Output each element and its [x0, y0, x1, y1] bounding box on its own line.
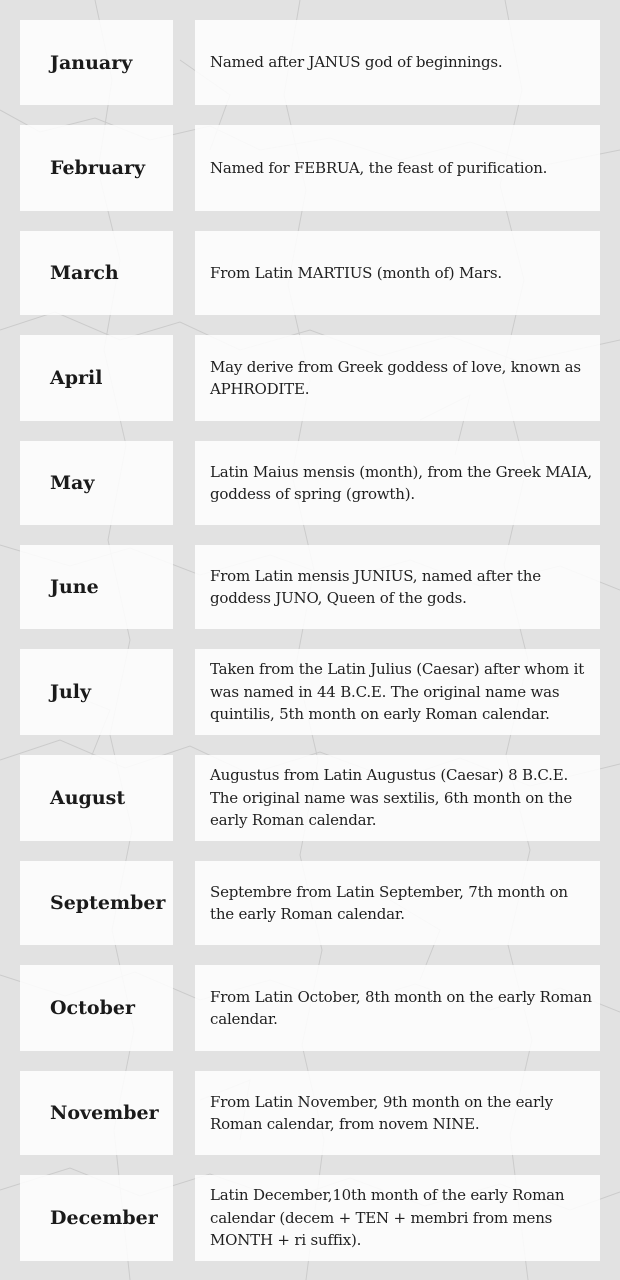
month-name: June: [50, 576, 99, 598]
month-description: From Latin October, 8th month on the early Roman calendar.: [210, 987, 592, 1028]
month-description-cell: [195, 1175, 600, 1261]
month-name-cell: [20, 231, 173, 315]
month-description: Named after JANUS god of beginnings.: [210, 53, 503, 72]
month-description-cell: [195, 441, 600, 525]
month-description: From Latin mensis JUNIUS, named after the goddess JUNO, Queen of the gods.: [210, 566, 541, 607]
month-name: December: [50, 1207, 158, 1229]
month-description: Latin Maius mensis (month), from the Greek MAIA, goddess of spring (growth).: [210, 462, 592, 503]
month-name-cell: [20, 335, 173, 421]
month-name-cell: [20, 755, 173, 841]
month-row-august: [20, 755, 600, 841]
month-name: November: [50, 1102, 159, 1124]
month-row-october: [20, 965, 600, 1051]
month-description-cell: [195, 861, 600, 945]
month-row-july: [20, 649, 600, 735]
month-description: Taken from the Latin Julius (Caesar) after whom it was named in 44 B.C.E. The original name was quintilis, 5th month on early Roman calendar.: [210, 660, 585, 724]
month-description: From Latin November, 9th month on the early Roman calendar, from novem NINE.: [210, 1092, 553, 1133]
month-name: March: [50, 262, 119, 284]
month-row-november: [20, 1071, 600, 1155]
month-description-cell: [195, 545, 600, 629]
month-description: Septembre from Latin September, 7th month on the early Roman calendar.: [210, 882, 568, 923]
month-name-cell: [20, 965, 173, 1051]
month-description-cell: [195, 231, 600, 315]
month-name: September: [50, 892, 166, 914]
month-description-cell: [195, 755, 600, 841]
month-description: Latin December,10th month of the early Roman calendar (decem + TEN + membri from mens MONTH + ri suffix).: [210, 1186, 565, 1250]
month-description-cell: [195, 335, 600, 421]
month-description-cell: [195, 649, 600, 735]
month-row-december: [20, 1175, 600, 1261]
month-description-cell: [195, 125, 600, 211]
month-description-cell: [195, 965, 600, 1051]
month-name: August: [50, 787, 126, 809]
month-row-june: [20, 545, 600, 629]
month-name-cell: [20, 649, 173, 735]
month-row-february: [20, 125, 600, 211]
month-name-cell: [20, 1071, 173, 1155]
month-name: April: [50, 367, 103, 389]
month-description: May derive from Greek goddess of love, known as APHRODITE.: [210, 357, 581, 398]
month-name-cell: [20, 125, 173, 211]
month-description-cell: [195, 1071, 600, 1155]
month-row-january: [20, 20, 600, 105]
month-description-cell: [195, 20, 600, 105]
month-name: July: [50, 681, 92, 703]
month-description: From Latin MARTIUS (month of) Mars.: [210, 263, 502, 282]
month-name: January: [50, 51, 133, 74]
month-name: October: [50, 997, 135, 1019]
month-name-cell: [20, 441, 173, 525]
month-description: Augustus from Latin Augustus (Caesar) 8 B.C.E. The original name was sextilis, 6th month on the early Roman calendar.: [210, 766, 573, 830]
month-name-cell: [20, 545, 173, 629]
month-name-cell: [20, 1175, 173, 1261]
month-name: May: [50, 472, 95, 494]
month-row-march: [20, 231, 600, 315]
month-row-april: [20, 335, 600, 421]
month-name-cell: [20, 20, 173, 105]
month-name: February: [50, 157, 146, 179]
month-row-september: [20, 861, 600, 945]
month-description: Named for FEBRUA, the feast of purification.: [210, 158, 548, 177]
month-row-may: [20, 441, 600, 525]
month-name-cell: [20, 861, 173, 945]
